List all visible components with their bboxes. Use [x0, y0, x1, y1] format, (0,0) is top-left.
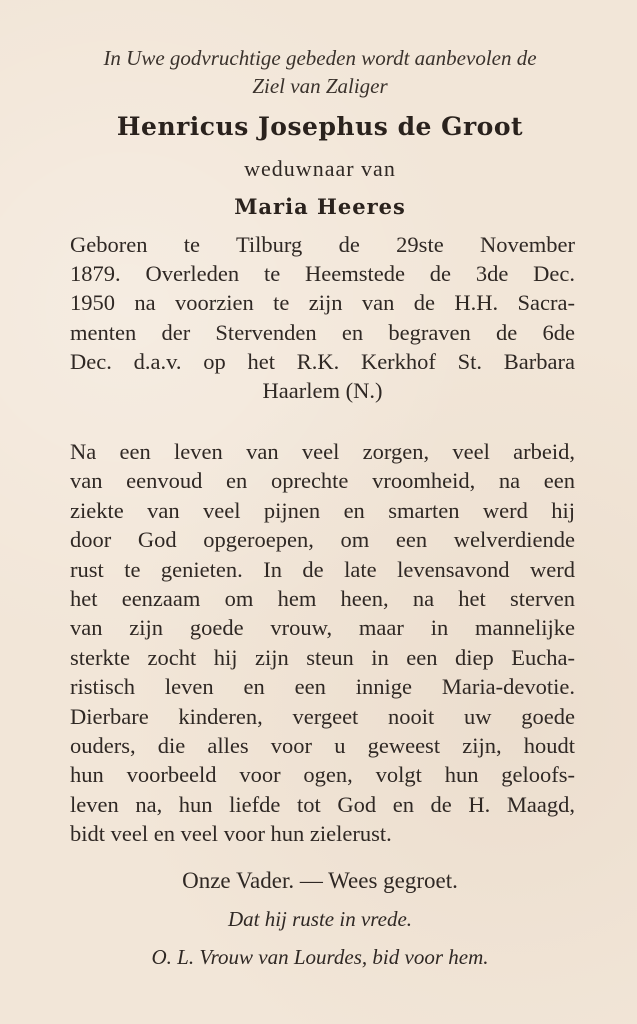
intro-text [60, 44, 580, 100]
spouse-name: Maria Heeres [234, 194, 406, 219]
intro-line: In Uwe godvruchtige gebeden wordt aanbevolen de [103, 46, 537, 70]
bio-line: Dec. d.a.v. op het R.K. Kerkhof St. Barbara [70, 348, 575, 374]
eulogy-line: ristisch leven en een innige Maria-devotie. [70, 674, 575, 700]
eulogy-line: het eenzaam om hem heen, na het sterven [70, 586, 575, 612]
eulogy-line: van eenvoud en oprechte vroomheid, na een [70, 468, 575, 494]
eulogy-line: Dierbare kinderen, vergeet nooit uw goede [70, 703, 575, 729]
prayer-line: Onze Vader. — Wees gegroet. [182, 868, 458, 893]
eulogy-line: hun voorbeeld voor ogen, volgt hun geloofs- [70, 762, 575, 788]
eulogy-line: bidt veel en veel voor hun zielerust. [70, 821, 392, 847]
bio-line: 1879. Overleden te Heemstede de 3de Dec. [70, 261, 575, 287]
eulogy-line: door God opgeroepen, om een welverdiende [70, 527, 575, 553]
eulogy-paragraph [70, 437, 575, 849]
invocation-line: O. L. Vrouw van Lourdes, bid voor hem. [151, 945, 489, 969]
eulogy-line: ziekte van veel pijnen en smarten werd hij [70, 497, 575, 523]
bio-line: menten der Stervenden en begraven de 6de [70, 319, 575, 345]
eulogy-line: sterkte zocht hij zijn steun in een diep Eucha- [70, 644, 575, 670]
eulogy-line: leven na, hun liefde tot God en de H. Maagd, [70, 791, 575, 817]
eulogy-line: ouders, die alles voor u geweest zijn, houdt [70, 733, 575, 759]
intro-line: Ziel van Zaliger [252, 74, 388, 98]
bio-line: Geboren te Tilburg de 29ste November [70, 232, 575, 257]
eulogy-line: Na een leven van veel zorgen, veel arbeid, [70, 439, 575, 464]
eulogy-line: van zijn goede vrouw, maar in mannelijke [70, 615, 575, 641]
deceased-name: Henricus Josephus de Groot [116, 112, 524, 141]
bio-line: 1950 na voorzien te zijn van de H.H. Sacra- [70, 290, 575, 316]
relation-text: weduwnaar van [244, 156, 396, 181]
biography-paragraph [70, 230, 575, 405]
bio-line: Haarlem (N.) [262, 378, 383, 404]
eulogy-line: rust te genieten. In de late levensavond werd [70, 556, 575, 582]
rest-in-peace-line: Dat hij ruste in vrede. [227, 907, 413, 931]
